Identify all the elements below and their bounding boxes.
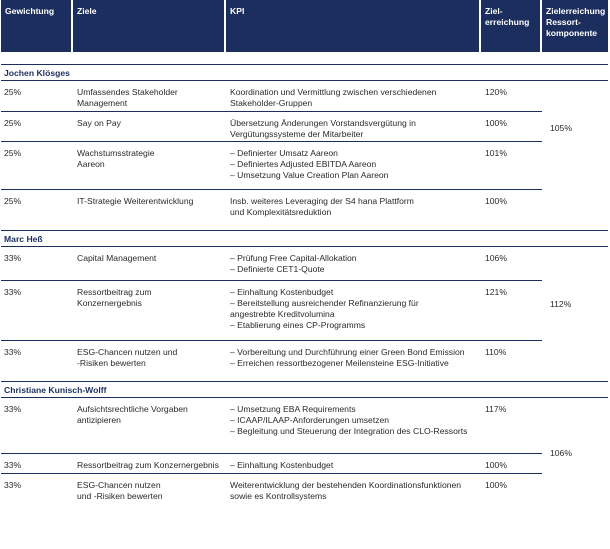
weight-cell: 33% bbox=[4, 253, 22, 263]
ressort-achievement: 112% bbox=[550, 299, 572, 309]
goal-cell bbox=[73, 287, 226, 340]
table-row bbox=[1, 142, 542, 190]
kpi-cell bbox=[226, 287, 481, 340]
table-row bbox=[1, 474, 542, 504]
achievement-cell: 100% bbox=[485, 118, 507, 128]
table-row bbox=[1, 341, 542, 371]
header-weight-label: Gewichtung bbox=[5, 6, 55, 16]
header-kpi-label: KPI bbox=[230, 6, 245, 16]
kpi-line: – ICAAP/ILAAP-Anforderungen umsetzen bbox=[230, 415, 390, 425]
kpi-line: angestrebte Kreditvolumina bbox=[230, 309, 335, 319]
goal-cell bbox=[73, 87, 226, 111]
achievement-cell: 120% bbox=[485, 87, 507, 97]
person-group bbox=[1, 64, 608, 220]
goal-line: und -Risiken bewerten bbox=[77, 491, 163, 501]
table-body bbox=[1, 64, 608, 504]
goal-line: Aareon bbox=[77, 159, 105, 169]
header-ressort-line1: Zielerreichung bbox=[546, 6, 606, 16]
goal-line: Wachstumsstrategie bbox=[77, 148, 155, 158]
goal-line: antizipieren bbox=[77, 415, 121, 425]
achievement-cell: 100% bbox=[485, 460, 507, 470]
kpi-line: Vergütungssysteme der Mitarbeiter bbox=[230, 129, 364, 139]
kpi-line: – Umsetzung Value Creation Plan Aareon bbox=[230, 170, 389, 180]
goal-cell bbox=[73, 253, 226, 280]
header-achievement-line2: erreichung bbox=[485, 17, 530, 27]
goal-cell bbox=[73, 118, 226, 141]
person-group bbox=[1, 230, 608, 371]
kpi-line: – Erreichen ressortbezogener Meilensteine ESG-Initiative bbox=[230, 358, 449, 368]
weight-cell: 25% bbox=[4, 118, 22, 128]
goal-line: Ressortbeitrag zum Konzernergebnis bbox=[77, 460, 219, 470]
weight-cell: 33% bbox=[4, 404, 22, 414]
goal-line: ESG-Chancen nutzen bbox=[77, 480, 161, 490]
table-row bbox=[1, 454, 542, 474]
goal-line: Ressortbeitrag zum bbox=[77, 287, 152, 297]
table-row bbox=[1, 398, 542, 454]
achievement-cell: 110% bbox=[485, 347, 507, 357]
kpi-cell bbox=[226, 347, 481, 371]
header-ressort bbox=[542, 0, 608, 52]
goal-line: -Risiken bewerten bbox=[77, 358, 146, 368]
achievement-cell: 106% bbox=[485, 253, 507, 263]
kpi-line: und Komplexitätsreduktion bbox=[230, 207, 332, 217]
kpi-line: – Etablierung eines CP-Programms bbox=[230, 320, 366, 330]
person-name: Christiane Kunisch-Wolff bbox=[1, 381, 608, 398]
kpi-cell bbox=[226, 460, 481, 473]
weight-cell: 33% bbox=[4, 287, 22, 297]
table-row bbox=[1, 81, 542, 112]
group-rows-wrapper bbox=[1, 398, 608, 504]
kpi-line: Weiterentwicklung der bestehenden Koordinationsfunktionen bbox=[230, 480, 462, 490]
goal-cell bbox=[73, 347, 226, 371]
person-name: Marc Heß bbox=[1, 230, 608, 247]
achievement-cell: 101% bbox=[485, 148, 507, 158]
weight-cell: 25% bbox=[4, 196, 22, 206]
header-achievement-line1: Ziel- bbox=[485, 6, 503, 16]
goal-line: Umfassendes Stakeholder bbox=[77, 87, 178, 97]
kpi-line: – Prüfung Free Capital-Allokation bbox=[230, 253, 357, 263]
goal-line: IT-Strategie Weiterentwicklung bbox=[77, 196, 194, 206]
header-goals bbox=[73, 0, 224, 52]
achievement-cell: 117% bbox=[485, 404, 507, 414]
header-goals-label: Ziele bbox=[77, 6, 97, 16]
group-rows bbox=[1, 81, 542, 220]
kpi-line: – Einhaltung Kostenbudget bbox=[230, 460, 334, 470]
achievement-cell: 100% bbox=[485, 480, 507, 490]
goal-line: Management bbox=[77, 98, 128, 108]
goal-line: Konzernergebnis bbox=[77, 298, 142, 308]
kpi-line: Stakeholder-Gruppen bbox=[230, 98, 313, 108]
person-group bbox=[1, 381, 608, 504]
kpi-line: – Einhaltung Kostenbudget bbox=[230, 287, 334, 297]
header-ressort-line2: Ressort- bbox=[546, 17, 581, 27]
table-row bbox=[1, 190, 542, 220]
group-rows-wrapper bbox=[1, 81, 608, 220]
goal-line: Say on Pay bbox=[77, 118, 121, 128]
kpi-cell bbox=[226, 148, 481, 189]
goal-cell bbox=[73, 480, 226, 504]
kpi-line: – Umsetzung EBA Requirements bbox=[230, 404, 356, 414]
kpi-cell bbox=[226, 404, 481, 453]
person-name: Jochen Klösges bbox=[1, 64, 608, 81]
table-row bbox=[1, 247, 542, 281]
table-row bbox=[1, 112, 542, 142]
goal-cell bbox=[73, 148, 226, 189]
kpi-line: – Definierte CET1-Quote bbox=[230, 264, 325, 274]
kpi-line: – Begleitung und Steuerung der Integration des CLO-Ressorts bbox=[230, 426, 468, 436]
group-rows-wrapper bbox=[1, 247, 608, 371]
kpi-cell bbox=[226, 480, 481, 504]
kpi-line: Insb. weiteres Leveraging der S4 hana Plattform bbox=[230, 196, 414, 206]
kpi-cell bbox=[226, 196, 481, 220]
goal-cell bbox=[73, 460, 226, 473]
group-rows bbox=[1, 247, 542, 371]
kpi-line: – Bereitstellung ausreichender Refinanzierung für bbox=[230, 298, 419, 308]
ressort-achievement: 106% bbox=[550, 448, 572, 458]
table-header bbox=[1, 0, 608, 52]
weight-cell: 25% bbox=[4, 148, 22, 158]
kpi-cell bbox=[226, 253, 481, 280]
achievement-cell: 121% bbox=[485, 287, 507, 297]
header-weight bbox=[1, 0, 71, 52]
goal-cell bbox=[73, 404, 226, 453]
weight-cell: 25% bbox=[4, 87, 22, 97]
kpi-line: sowie es Kontrollsystems bbox=[230, 491, 327, 501]
header-kpi bbox=[226, 0, 479, 52]
kpi-cell bbox=[226, 118, 481, 141]
kpi-cell bbox=[226, 87, 481, 111]
header-achievement bbox=[481, 0, 540, 52]
goal-line: Aufsichtsrechtliche Vorgaben bbox=[77, 404, 188, 414]
kpi-line: – Vorbereitung und Durchführung einer Green Bond Emission bbox=[230, 347, 465, 357]
goal-line: Capital Management bbox=[77, 253, 157, 263]
kpi-line: – Definierter Umsatz Aareon bbox=[230, 148, 338, 158]
goal-line: ESG-Chancen nutzen und bbox=[77, 347, 178, 357]
group-rows bbox=[1, 398, 542, 504]
weight-cell: 33% bbox=[4, 480, 22, 490]
goal-cell bbox=[73, 196, 226, 220]
achievement-cell: 100% bbox=[485, 196, 507, 206]
targets-table bbox=[1, 0, 608, 504]
header-ressort-line3: komponente bbox=[546, 28, 598, 38]
weight-cell: 33% bbox=[4, 460, 22, 470]
kpi-line: Übersetzung Änderungen Vorstandsvergütung in bbox=[230, 118, 416, 128]
ressort-achievement: 105% bbox=[550, 123, 572, 133]
kpi-line: Koordination und Vermittlung zwischen verschiedenen bbox=[230, 87, 437, 97]
kpi-line: – Definiertes Adjusted EBITDA Aareon bbox=[230, 159, 377, 169]
weight-cell: 33% bbox=[4, 347, 22, 357]
table-row bbox=[1, 281, 542, 341]
